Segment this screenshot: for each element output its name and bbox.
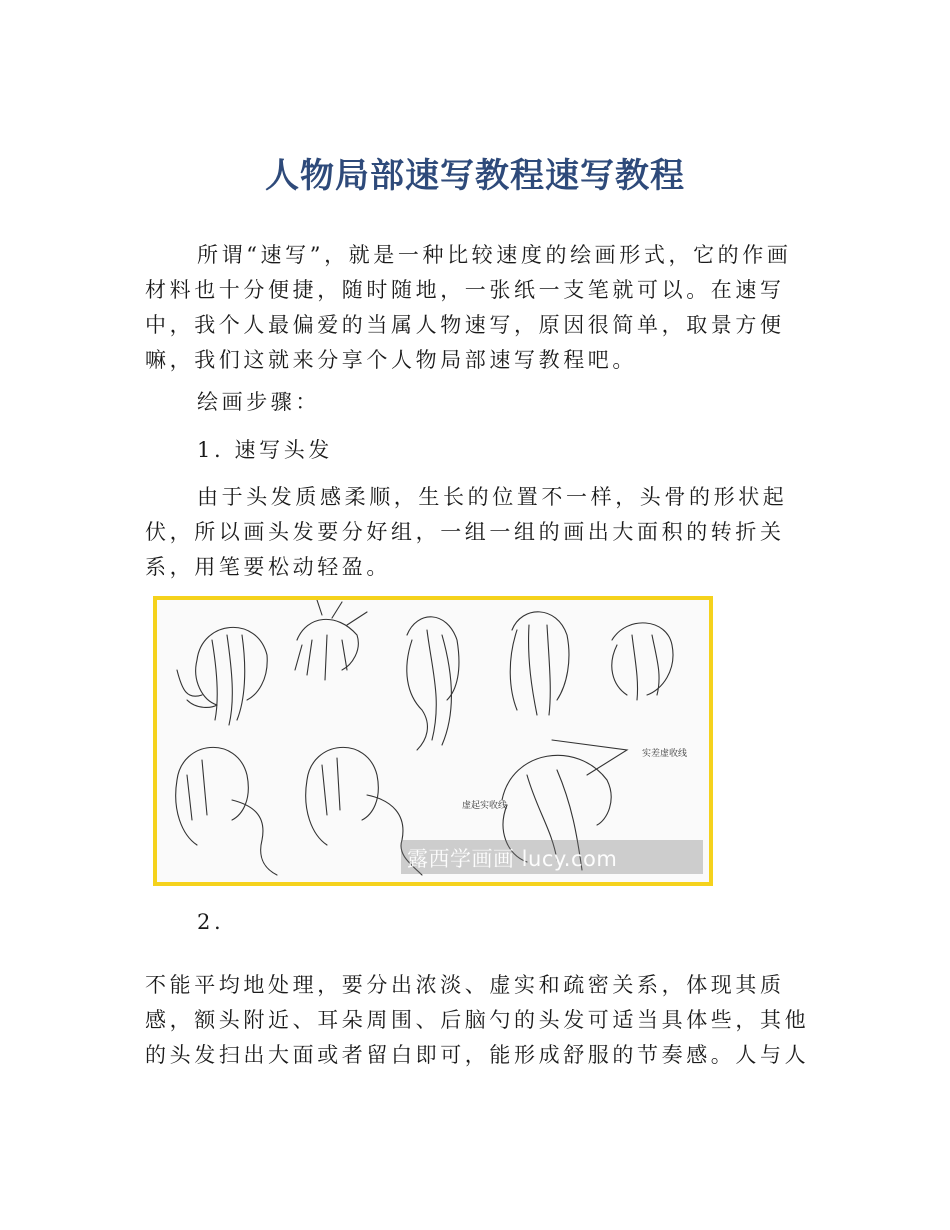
- steps-heading: 绘画步骤：: [197, 390, 320, 414]
- step2-paragraph: 不能平均地处理，要分出浓淡、虚实和疏密关系，体现其质感，额头附近、耳朵周围、后脑勺的头发可适当具体些，其他的头发扫出大面或者留白即可，能形成舒服的节奏感。人与人: [145, 973, 810, 1067]
- hair-sketch-figure: [153, 596, 713, 886]
- annotation-2: 虚起实收线: [462, 801, 508, 811]
- step2-title: 2.: [197, 910, 225, 934]
- watermark-text: 露西学画画 lucy.com: [407, 847, 618, 871]
- intro-paragraph: 所谓“速写”，就是一种比较速度的绘画形式，它的作画材料也十分便捷，随时随地，一张纸一支笔就可以。在速写中，我个人最偏爱的当属人物速写，原因很简单，取景方便嘛，我们这就来分享个人物局部速写教程吧。: [145, 243, 792, 372]
- step1-paragraph: 由于头发质感柔顺，生长的位置不一样，头骨的形状起伏，所以画头发要分好组，一组一组的画出大面积的转折关系，用笔要松动轻盈。: [145, 485, 788, 579]
- page-title: 人物局部速写教程速写教程: [265, 156, 685, 196]
- annotation-1: 实差虚收线: [642, 749, 688, 759]
- step1-title: 1. 速写头发: [197, 438, 333, 462]
